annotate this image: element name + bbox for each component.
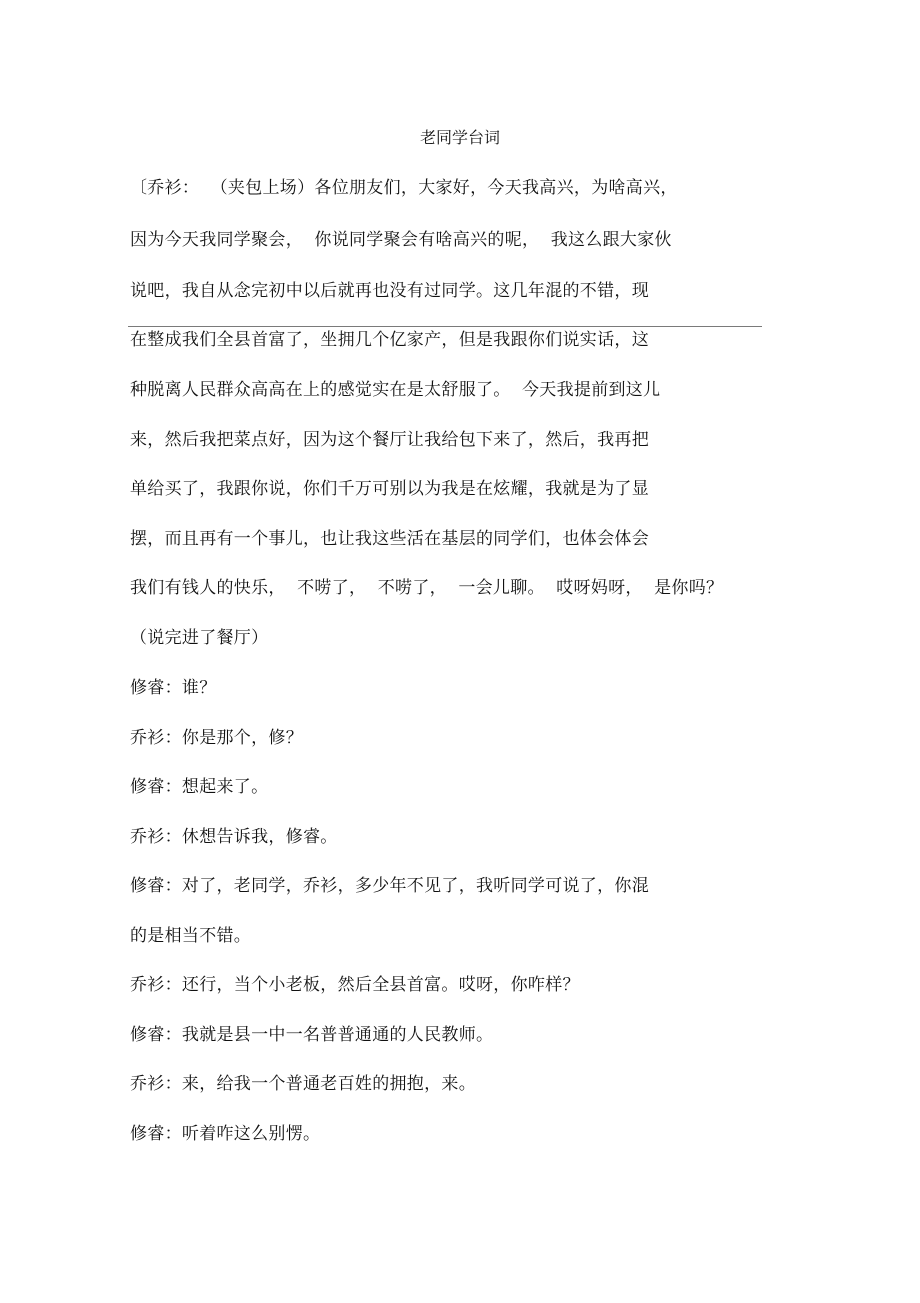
script-line-14: 乔衫：休想告诉我，修睿。 [130, 827, 338, 847]
script-line-19: 乔衫：来，给我一个普通老百姓的拥抱，来。 [130, 1074, 476, 1094]
script-line-17: 乔衫：还行，当个小老板，然后全县首富。哎呀，你咋样？ [130, 975, 580, 995]
script-line-7: 单给买了，我跟你说，你们千万可别以为我是在炫耀，我就是为了显 [130, 479, 649, 499]
script-line-20: 修睿：听着咋这么别愣。 [130, 1124, 321, 1144]
script-line-16: 的是相当不错。 [130, 926, 252, 946]
script-line-12: 乔衫：你是那个，修？ [130, 728, 303, 748]
script-line-10: （说完进了餐厅） [130, 628, 269, 648]
script-line-18: 修睿：我就是县一中一名普普通通的人民教师。 [130, 1025, 494, 1045]
script-line-13: 修睿：想起来了。 [130, 777, 269, 797]
script-line-2: 因为今天我同学聚会， 你说同学聚会有啥高兴的呢， 我这么跟大家伙 [130, 230, 672, 250]
script-line-15: 修睿：对了，老同学，乔衫，多少年不见了，我听同学可说了，你混 [130, 876, 649, 896]
script-line-3: 说吧，我自从念完初中以后就再也没有过同学。这几年混的不错，现 [130, 281, 649, 301]
horizontal-rule [128, 326, 762, 327]
script-line-9: 我们有钱人的快乐， 不唠了， 不唠了， 一会儿聊。 哎呀妈呀， 是你吗？ [130, 578, 724, 598]
document-title: 老同学台词 [419, 128, 500, 147]
script-line-11: 修睿：谁？ [130, 678, 217, 698]
script-line-6: 来，然后我把菜点好，因为这个餐厅让我给包下来了，然后，我再把 [130, 430, 649, 450]
script-line-5: 种脱离人民群众高高在上的感觉实在是太舒服了。 今天我提前到这儿 [130, 380, 661, 400]
script-line-4: 在整成我们全县首富了，坐拥几个亿家产，但是我跟你们说实话，这 [130, 330, 649, 350]
script-line-1: 〔乔衫： （夹包上场）各位朋友们，大家好，今天我高兴，为啥高兴， [130, 178, 678, 198]
script-line-8: 摆，而且再有一个事儿，也让我这些活在基层的同学们，也体会体会 [130, 529, 649, 549]
